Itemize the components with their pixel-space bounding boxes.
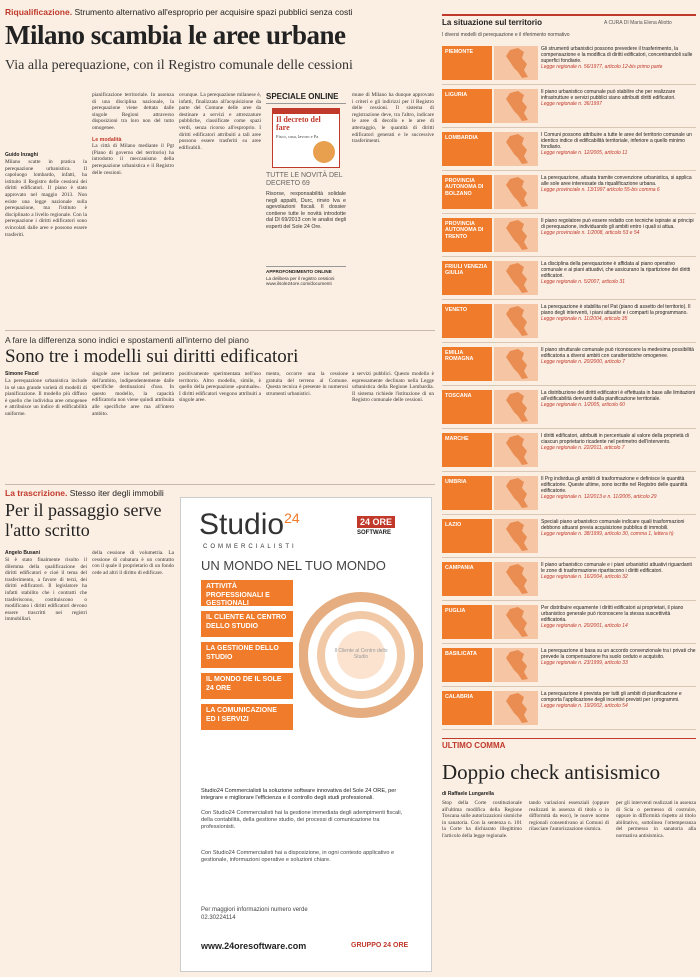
region-text: La perequazione si basa su un accordo convenzionale tra i privati che prevede la compensazione fra suolo ceduto e acquisito. Legge regionale n. 23/1999, articolo 33 — [541, 648, 696, 667]
region-law: Legge regionale n. 20/2001, articolo 14 — [541, 623, 628, 630]
divider — [5, 330, 435, 331]
approfondimento-label: APPROFONDIMENTO ONLINE — [266, 266, 346, 274]
region-row — [442, 558, 696, 600]
region-text: Per distribuire equamente i diritti edificatori ai proprietari, il piano urbanistico generale può riconoscere la stessa suscettività edificatoria. Legge regionale n. 20/2001, articolo 14 — [541, 605, 696, 629]
region-row — [442, 343, 696, 385]
ad-circle-label: Il Cliente al Centro dello Studio — [334, 648, 388, 660]
region-row — [442, 386, 696, 428]
region-law: Legge regionale n. 20/2000, articolo 7 — [541, 359, 625, 366]
second-kicker: A fare la differenza sono indici e spostamenti all'interno del piano — [5, 335, 249, 345]
region-row — [442, 214, 696, 256]
main-col-5: mune di Milano ha dunque approvato i criteri e gli indirizzi per il Registro delle cessioni. Il sistema di registrazione deve, tra l'altro, indicare le aree di decollo e le aree di atterraggio, le quantità di diritti edificatori generati e le successive trasferimenti. — [352, 92, 434, 145]
region-name: LOMBARDIA — [442, 132, 492, 166]
ad-info: Per maggiori informazioni numero verde 02.30224114 — [201, 907, 308, 921]
third-col-2: della cessione di volumetria. La cessione di cubatura è un contratto con il quale il proprietario di un fondo cede ad altri il diritto di edificare. — [92, 550, 174, 576]
region-name: FRIULI VENEZIA GIULIA — [442, 261, 492, 295]
region-law: Legge regionale n. 23/1999, articolo 33 — [541, 660, 628, 667]
speciale-label: SPECIALE ONLINE — [266, 92, 346, 104]
main-title: Milano scambia le aree urbane — [5, 20, 346, 50]
ad-footer-logo: GRUPPO 24 ORE — [351, 942, 409, 949]
ad-item-4: IL MONDO DE IL SOLE 24 ORE — [201, 673, 293, 699]
second-byline: Simone Fiscel — [5, 371, 39, 377]
main-subtitle: Via alla perequazione, con il Registro comunale delle cessioni — [5, 58, 353, 73]
last-title: Doppio check antisismico — [442, 760, 661, 784]
region-map-icon — [494, 476, 538, 510]
region-separator — [442, 729, 696, 730]
region-text: I Comuni possono attribuire a tutte le aree del territorio comunale un identico indice di edificabilità territoriale, inferiore a quello minimo fondiario. Legge regionale n. 12/2005, articolo 11 — [541, 132, 696, 156]
region-name: PROVINCIA AUTONOMA DI TRENTO — [442, 218, 492, 252]
speciale-text: Risorse, responsabilità solidale negli appalti, Durc, rinvio Iva e agevolazioni fiscali. Il dossier contiene tutte le novità introdotte dal Dl 69/2013 con le analisi degli esperti del Sole 24 Ore. — [266, 191, 346, 230]
region-map-icon — [494, 261, 538, 295]
region-row — [442, 128, 696, 170]
ad-body-2: Con Studio24 Commercialisti hai la gestione immediata degli adempimenti fiscali, della contabilità, della gestione studio, dei processi di comunicazione tra professionisti. — [201, 810, 403, 830]
region-law: Legge regionale n. 38/1999, articolo 30, comma 1, lettera h) — [541, 531, 674, 538]
region-text: La perequazione è stabilita nel Pat (piano di assetto del territorio). Il piano degli interventi, i piani attuativi e i comparti la programmano. Legge regionale n. 11/2004, articolo 35 — [541, 304, 696, 322]
region-law: Legge regionale n. 12/2005, articolo 11 — [541, 150, 628, 157]
region-text: La perequazione è prevista per tutti gli ambiti di pianificazione e comporta l'applicazione degli incentivi previsti per i programmi. Legge regionale n. 19/2002, articolo 54 — [541, 691, 696, 709]
region-text: Il piano urbanistico comunale e i piani urbanistici attuativi riguardanti le zone di trasformazione ripartiscono i diritti edificatori. Legge regionale n. 16/2004, articolo 32 — [541, 562, 696, 580]
last-col-3: per gli interventi realizzati in assenza di Scia o permesso di costruire, oppure in difformità rispetto al titolo abilitativo, sottolinea l'ottemperanza del permesso in sanatoria alla normativa antisismica. — [616, 800, 696, 839]
region-law: Legge regionale n. 5/2007, articolo 31 — [541, 279, 625, 286]
book-cover[interactable] — [272, 108, 340, 168]
region-map-icon — [494, 304, 538, 338]
second-col-5: a servizi pubblici. Questo modello è espressamente declinato nella Legge urbanistica della Regione Lombardia. Il sistema richiede l'istituzione di un Registro comunale delle cessioni. — [352, 371, 434, 404]
region-name: EMILIA ROMAGNA — [442, 347, 492, 381]
last-col-2: tando variazioni essenziali (oppure realizzati in assenza di titolo o in difformità da esso), le nuove norme regionali consentivano ai Comuni di rilasciare l'autorizzazione sismica. — [529, 800, 609, 833]
region-text: Il piano regolatore può essere redatto con tecniche ispirate ai principi di perequazione, individuando gli ambiti entro i quali si attua. Legge provinciale n. 1/2008, articolo 53 e 54 — [541, 218, 696, 236]
region-name: LIGURIA — [442, 89, 492, 123]
main-byline: Guido Inzaghi — [5, 152, 39, 158]
region-map-icon — [494, 562, 538, 596]
right-header-note: I diversi modelli di perequazione e il riferimento normativo — [442, 32, 570, 38]
region-map-icon — [494, 433, 538, 467]
right-title: La situazione sul territorio — [442, 18, 543, 27]
region-text: I diritti edificatori, attribuiti in percentuale al valore della proprietà di ciascun proprietario ricadente nel perimetro dell'intervento. Legge regionale n. 22/2011, articolo 7 — [541, 433, 696, 451]
region-row — [442, 171, 696, 213]
region-row — [442, 85, 696, 127]
ad-item-5: LA COMUNICAZIONE ED I SERVIZI — [201, 704, 293, 730]
region-name: UMBRIA — [442, 476, 492, 510]
region-row — [442, 601, 696, 643]
third-title: Per il passaggio serve l'atto scritto — [5, 500, 162, 540]
ad-url[interactable]: www.24oresoftware.com — [201, 941, 307, 951]
ad-item-3: LA GESTIONE DELLO STUDIO — [201, 642, 293, 668]
region-law: Legge regionale n. 22/2011, articolo 7 — [541, 445, 625, 452]
region-name: PROVINCIA AUTONOMA DI BOLZANO — [442, 175, 492, 209]
region-law: Legge regionale n. 16/2004, articolo 32 — [541, 574, 628, 581]
second-col-2: singole aree incluse nel perimetro dell'ambito, indipendentemente dalle specifiche destinazioni d'uso. In questo modello, la capacità edificatoria non viene quindi attribuita alle specifiche aree ma all'intero ambito. — [92, 371, 174, 417]
last-kicker: ULTIMO COMMA — [442, 741, 506, 750]
third-byline: Angelo Busani — [5, 550, 41, 556]
region-text: Speciali piano urbanistico comunale indicare quali trasformazioni debbono attuarsi previa acquisizione pubblica di immobili. Legge regionale n. 38/1999, articolo 30, comma 1, lettera h) — [541, 519, 696, 537]
region-map-icon — [494, 648, 538, 682]
region-name: LAZIO — [442, 519, 492, 553]
region-row — [442, 644, 696, 686]
region-map-icon — [494, 89, 538, 123]
region-text: Il piano urbanistico comunale può stabilire che per realizzare infrastrutture e servizi pubblici siano attribuiti diritti edificatori. Legge regionale n. 36/1997 — [541, 89, 696, 107]
region-text: La perequazione, attuata tramite convenzione urbanistica, si applica alle sole aree interessate da riqualificazione urbana. Legge provinciale n. 13/1997 articolo 55-bis comma 6 — [541, 175, 696, 193]
region-name: PUGLIA — [442, 605, 492, 639]
third-kicker: La trascrizione. Stesso iter degli immobili — [5, 488, 164, 498]
region-law: Legge provinciale n. 13/1997 articolo 55-bis comma 6 — [541, 187, 660, 194]
region-name: BASILICATA — [442, 648, 492, 682]
main-col-2: pianificazione territoriale. In assenza di una disciplina nazionale, la perequazione viene dettata dalle singole Regioni attraverso disposizioni tra loro non del tutto omogenee. Le modalità La città di Milano mediante il Pgt (Piano di governo del territorio) ha introdotto il meccanismo della perequazione urbanistica e il Registro delle cessioni. — [92, 92, 174, 176]
region-law: Legge regionale n. 36/1997 — [541, 101, 602, 108]
region-map-icon — [494, 218, 538, 252]
main-col-1: Milano scatte in pratica la perequazione urbanistica. Il capoluogo lombardo, infatti, ha istituito il Registro delle cessioni dei diritti edificatori. Il piano è stato approvato nel maggio 2013. Non esiste una legge nazionale sulla perequazione, ma l'istituto è disciplinato a livello regionale. Con la perequazione i diritti edificatori sono svincolati dalle aree e possono essere trasferiti. — [5, 159, 87, 238]
second-col-3: positivamente sperimentata nell'uso territorio. Altro modello, simile, è quello della perequazione «puntuale». I diritti edificatori vengono attribuiti a singole aree. — [179, 371, 261, 404]
book-emblem-icon — [313, 141, 335, 163]
approfondimento-link[interactable]: La delibera per il registro cessioni www.ilsole24ore.com/documenti — [266, 276, 335, 286]
ad-item-2: IL CLIENTE AL CENTRO DELLO STUDIO — [201, 611, 293, 637]
last-top-rule — [442, 738, 696, 739]
region-map-icon — [494, 605, 538, 639]
region-map-icon — [494, 390, 538, 424]
region-map-icon — [494, 132, 538, 166]
region-text: Gli strumenti urbanistici possono prevedere il trasferimento, la compensazione e la modifica di diritti edificatori, concentrandoli sulle superfici fondiarie. Legge regionale n. 56/1977, articolo 12-bis primo parte — [541, 46, 696, 70]
right-top-rule — [442, 14, 696, 16]
region-law: Legge regionale n. 11/2004, articolo 35 — [541, 316, 628, 323]
region-text: La distribuzione dei diritti edificatori è effettuata in base alle limitazioni all'edificabilità derivanti dalla pianificazione territoriale. Legge regionale n. 1/2005, articolo 60 — [541, 390, 696, 409]
main-col-3: ovunque. La perequazione milanese è, infatti, finalizzata all'acquisizione da parte del Comune delle aree da destinare a servizi e attrezzature pubbliche, classificate come spazi verdi, senza ricorso all'esproprio. I diritti edificatori attribuiti a tali aree possono essere trasferiti su aree edificabili. — [179, 92, 261, 151]
ad-brand: Studio$^{24}$ — [199, 508, 300, 541]
region-map-icon — [494, 46, 538, 80]
region-row — [442, 515, 696, 557]
region-name: CAMPANIA — [442, 562, 492, 596]
speciale-tutte: TUTTE LE NOVITÀ DEL DECRETO 69 — [266, 172, 343, 187]
second-col-1: La perequazione urbanistica include in sé una grande varietà di modelli di pianificazione. Il modello più diffuso è quello che individua aree omogenee e attribuisce un indice di edificabilità uniforme. — [5, 378, 87, 417]
divider — [5, 484, 435, 485]
region-row — [442, 687, 696, 729]
main-col-2-subhead: Le modalità — [92, 136, 122, 143]
ad-brand-sub: COMMERCIALISTI — [203, 544, 297, 550]
region-row — [442, 257, 696, 299]
third-col-1: Si è stato finalmente risolto il dilemma della qualificazione dei diritti edificatori e cioè il tema del trasferimento, a favore di terzi, dei diritti edificatori. Il legislatore ha infatti stabilito che i contratti che trasferiscono, costituiscono o modificano i diritti edificatori devono essere trascritti nei registri immobiliari. — [5, 557, 87, 623]
second-title: Sono tre i modelli sui diritti edificatori — [5, 346, 299, 367]
ad-tagline: UN MONDO NEL TUO MONDO — [201, 558, 386, 573]
last-col-1: Stop della Corte costituzionale all'ultima modifica della Regione Toscana sulle autorizzazioni sismiche in sanatoria. Con la sentenza n. 101 la Corte ha dichiarato illegittimo l'articolo della legge regionale. — [442, 800, 522, 839]
region-row — [442, 472, 696, 514]
speciale-online-box — [266, 92, 346, 322]
region-map-icon — [494, 347, 538, 381]
region-row — [442, 42, 696, 84]
main-kicker: Riqualificazione. Strumento alternativo all'esproprio per acquisire spazi pubblici senza costi — [5, 7, 353, 17]
region-text: La disciplina della perequazione è affidata al piano operativo comunale e ai piani attuativi, che assicurano la ripartizione dei diritti edificatori. Legge regionale n. 5/2007, articolo 31 — [541, 261, 696, 285]
region-map-icon — [494, 175, 538, 209]
region-name: VENETO — [442, 304, 492, 338]
ad-item-1: ATTIVITÀ PROFESSIONALI E GESTIONALI — [201, 580, 293, 606]
region-law: Legge regionale n. 1/2005, articolo 60 — [541, 402, 625, 409]
ad-24ore-logo: 24 ORE SOFTWARE — [357, 512, 417, 538]
region-name: CALABRIA — [442, 691, 492, 725]
book-title: Il decreto del fare — [276, 115, 321, 132]
region-map-icon — [494, 691, 538, 725]
region-law: Legge regionale n. 12/2013 e n. 11/2005, articolo 29 — [541, 494, 657, 501]
region-text: Il piano strutturale comunale può riconoscere la medesima possibilità edificatoria a diversi ambiti con caratteristiche omogenee. Legge regionale n. 20/2000, articolo 7 — [541, 347, 696, 365]
right-credit: A CURA DI Maria Elena Aliotto — [604, 20, 672, 26]
region-law: Legge regionale n. 19/2002, articolo 54 — [541, 703, 628, 710]
region-law: Legge regionale n. 56/1977, articolo 12-bis primo parte — [541, 64, 663, 71]
studio24-ad[interactable] — [180, 497, 432, 972]
second-col-4: mento, occorre una la cessione gratuita del terreno al Comune. Questa tecnica è presente in numerosi strumenti urbanistici. — [266, 371, 348, 397]
ad-body-1: Studio24 Commercialisti la soluzione software innovativa del Sole 24 ORE, per integrare e migliorare l'efficienza e il controllo degli studi professionali. — [201, 788, 397, 801]
region-name: MARCHE — [442, 433, 492, 467]
ad-body-3: Con Studio24 Commercialisti hai a disposizione, in ogni contesto applicativo e gestionale, informazioni operative e soluzioni chiare. — [201, 850, 395, 863]
region-map-icon — [494, 519, 538, 553]
region-name: PIEMONTE — [442, 46, 492, 80]
region-row — [442, 429, 696, 471]
region-text: Il Prg individua gli ambiti di trasformazione e definisce le quantità edificatorie. Queste ultime, sono iscritte nel Registro delle quantità edificatorie. Legge regionale n. 12/2013 e n. 11/2005, articolo 29 — [541, 476, 696, 500]
region-name: TOSCANA — [442, 390, 492, 424]
book-sub: Fisco, casa, lavoro e Pa — [276, 134, 319, 139]
region-law: Legge provinciale n. 1/2008, articolo 53 e 54 — [541, 230, 640, 237]
region-row — [442, 300, 696, 342]
last-byline: di Raffaele Lungarella — [442, 791, 494, 797]
